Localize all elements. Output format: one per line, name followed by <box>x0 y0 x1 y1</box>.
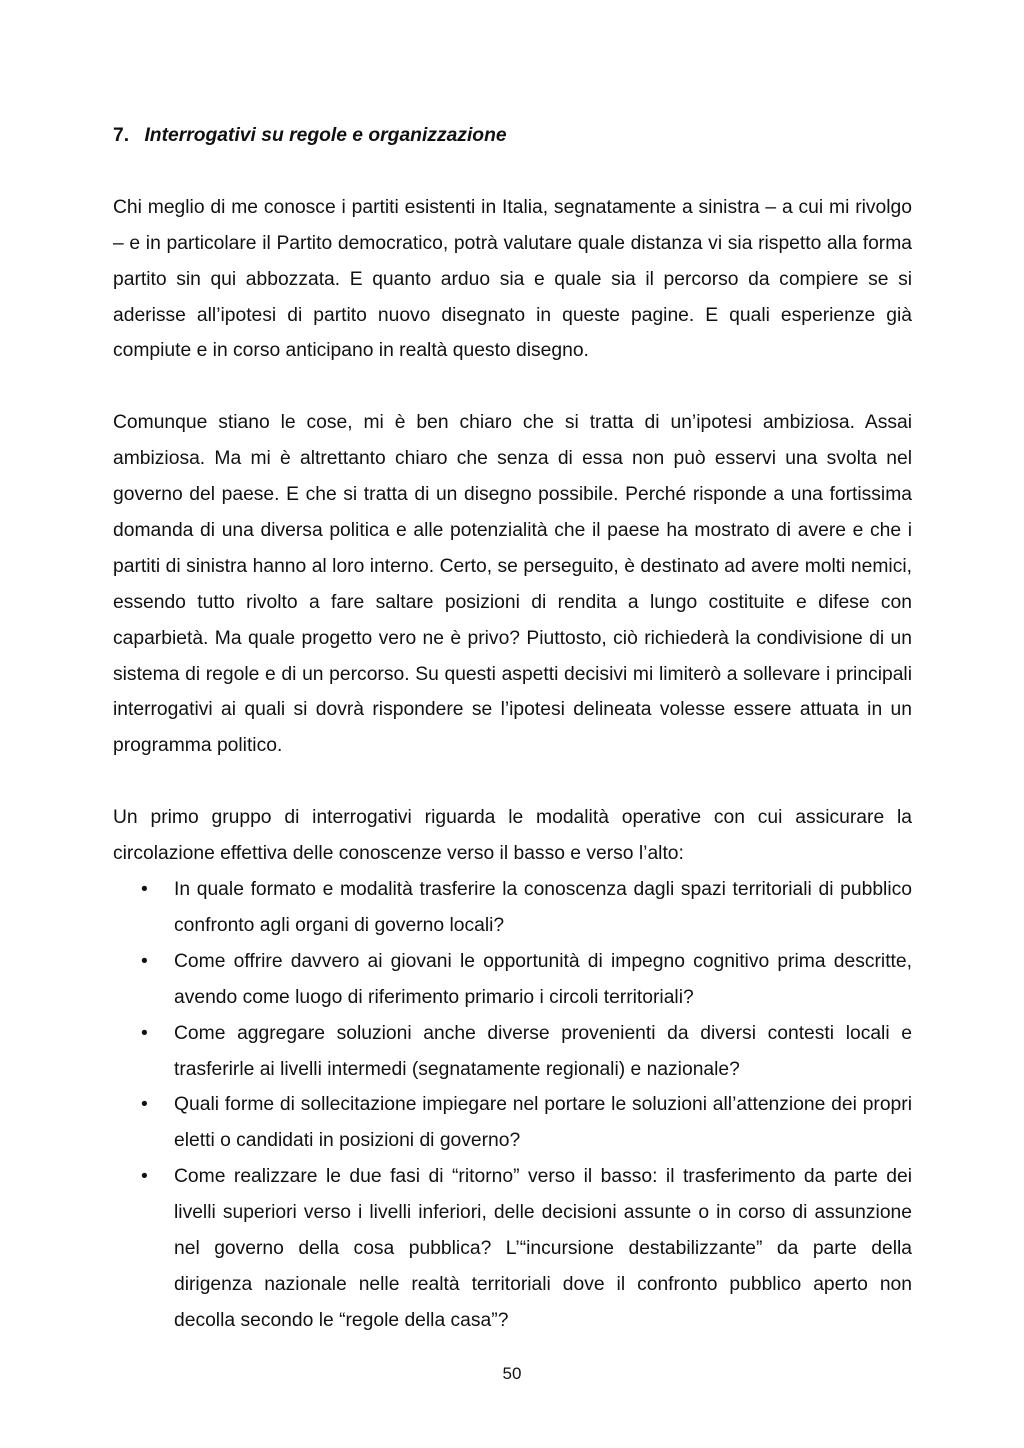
document-page <box>113 118 912 1339</box>
list-item-text: Come offrire davvero ai giovani le opportunità di impegno cognitivo prima descritte, avendo come luogo di riferimento primario i circoli territoriali? <box>174 950 912 1008</box>
list-item-text: Come aggregare soluzioni anche diverse provenienti da diversi contesti locali e trasferirle ai livelli intermedi (segnatamente regionali) e nazionale? <box>174 1022 912 1080</box>
list-item-text: Come realizzare le due fasi di “ritorno” verso il basso: il trasferimento da parte dei livelli superiori verso i livelli inferiori, delle decisioni assunte o in corso di assunzione nel governo della cosa pubblica? L’“incursione destabilizzante” da parte della dirigenza nazionale nelle realtà territoriali dove il confronto pubblico aperto non decolla secondo le “regole della casa”? <box>174 1166 912 1331</box>
bullet-icon: • <box>141 1022 148 1044</box>
paragraph-1: Chi meglio di me conosce i partiti esistenti in Italia, segnatamente a sinistra – a cui mi rivolgo – e in particolare il Partito democratico, potrà valutare quale distanza vi sia rispetto alla forma partito sin qui abbozzata. E quanto arduo sia e quale sia il percorso da compiere se si aderisse all’ipotesi di partito nuovo disegnato in queste pagine. E quali esperienze già compiute e in corso anticipano in realtà questo disegno. <box>113 196 912 362</box>
bullet-icon: • <box>141 878 148 900</box>
list-item <box>113 1159 912 1339</box>
list-item <box>113 872 912 944</box>
paragraph-3: Un primo gruppo di interrogativi riguarda le modalità operative con cui assicurare la circolazione effettiva delle conoscenze verso il basso e verso l’alto: <box>113 807 912 865</box>
list-item <box>113 944 912 1016</box>
list-item-text: Quali forme di sollecitazione impiegare nel portare le soluzioni all’attenzione dei propri eletti o candidati in posizioni di governo? <box>174 1094 912 1152</box>
section-title: Interrogativi su regole e organizzazione <box>144 125 507 146</box>
page-number: 50 <box>502 1364 522 1383</box>
bullet-icon: • <box>141 1166 148 1188</box>
bullet-icon: • <box>141 950 148 972</box>
list-item-text: In quale formato e modalità trasferire la conoscenza dagli spazi territoriali di pubblico confronto agli organi di governo locali? <box>174 878 912 936</box>
paragraph-2: Comunque stiano le cose, mi è ben chiaro che si tratta di un’ipotesi ambiziosa. Assai ambiziosa. Ma mi è altrettanto chiaro che senza di essa non può esservi una svolta nel governo del paese. E che si tratta di un disegno possibile. Perché risponde a una fortissima domanda di una diversa politica e alle potenzialità che il paese ha mostrato di avere e che i partiti di sinistra hanno al loro interno. Certo, se perseguito, è destinato ad avere molti nemici, essendo tutto rivolto a fare saltare posizioni di rendita a lungo costituite e difese con caparbietà. Ma quale progetto vero ne è privo? Piuttosto, ciò richiederà la condivisione di un sistema di regole e di un percorso. Su questi aspetti decisivi mi limiterò a sollevare i principali interrogativi ai quali si dovrà rispondere se l’ipotesi delineata volesse essere attuata in un programma politico. <box>113 412 912 757</box>
list-item <box>113 1016 912 1088</box>
section-number: 7. <box>113 125 130 146</box>
bullet-icon: • <box>141 1094 148 1116</box>
list-item <box>113 1087 912 1159</box>
section-heading <box>113 118 912 154</box>
bullet-list <box>113 872 912 1339</box>
